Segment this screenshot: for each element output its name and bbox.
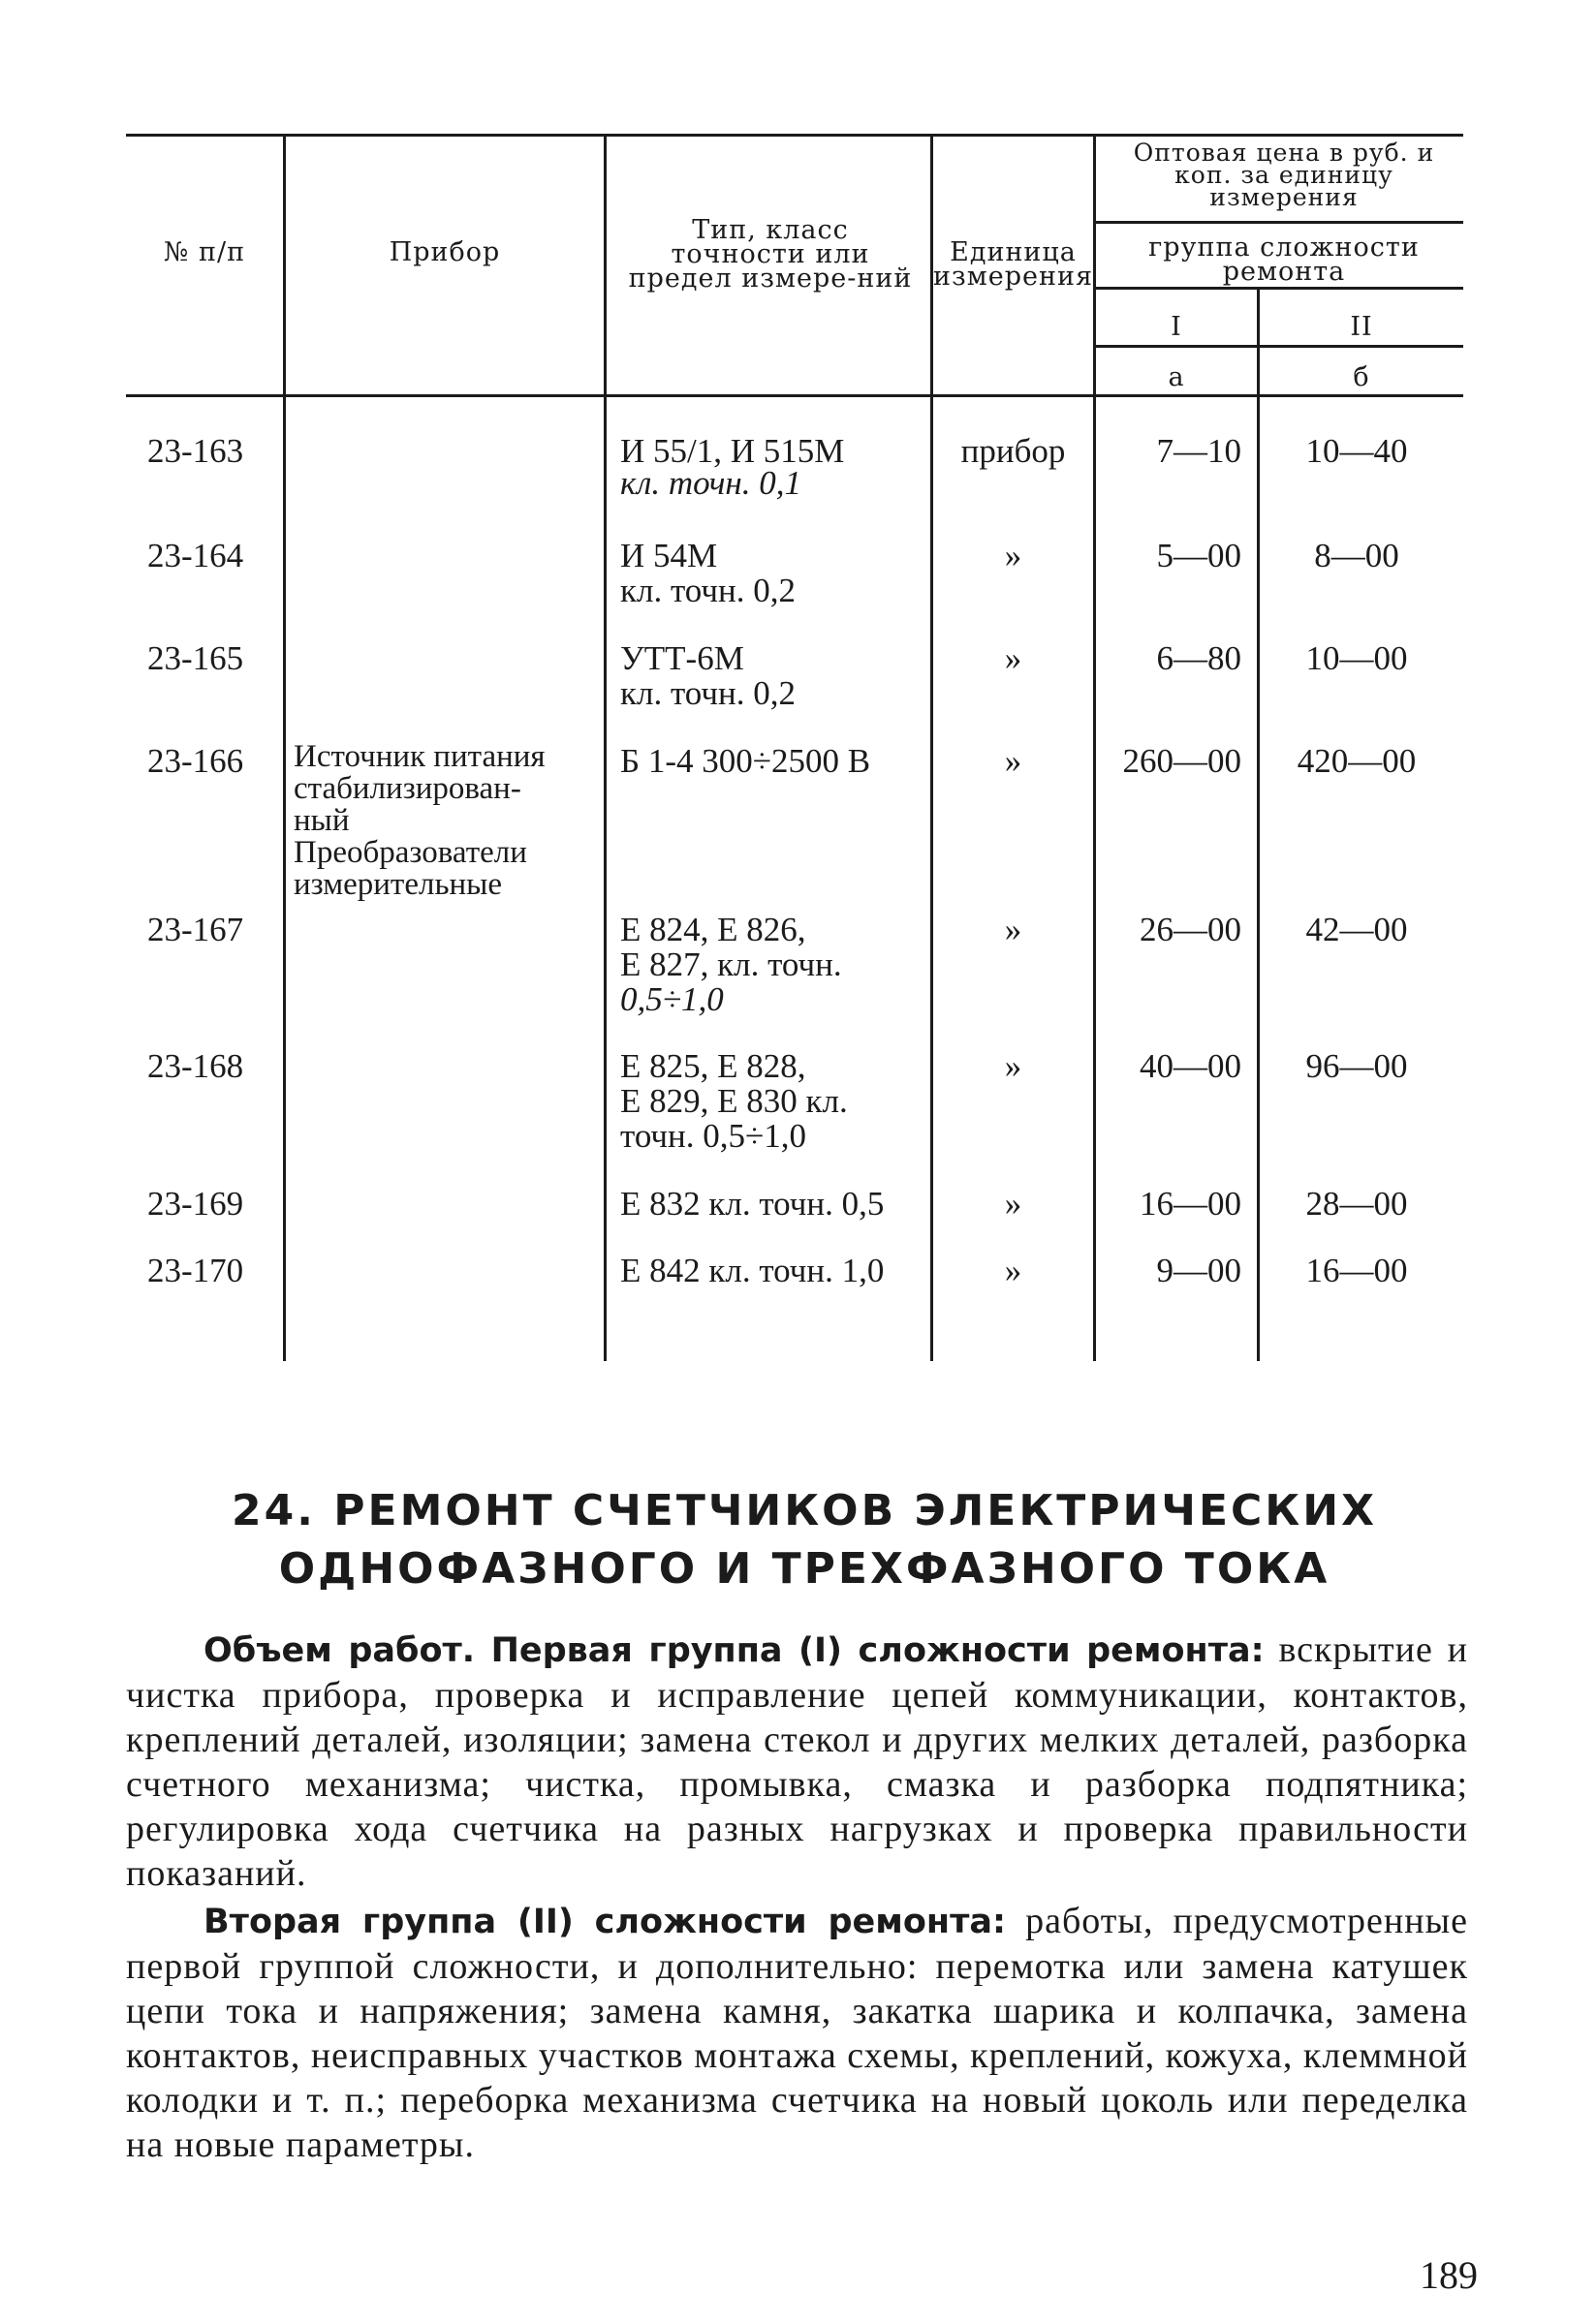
type-line-2: кл. точн. 0,2 xyxy=(620,572,796,609)
row-price-b: 28—00 xyxy=(1305,1185,1408,1223)
device-line-4: Преобразователи xyxy=(294,835,527,870)
header-rule-group xyxy=(1095,287,1463,290)
row-type xyxy=(620,1049,930,1154)
type-line-1: И 54М xyxy=(620,537,718,574)
section-title-line-2: ОДНОФАЗНОГО И ТРЕХФАЗНОГО ТОКА xyxy=(278,1544,1330,1594)
row-price-a: 260—00 xyxy=(1122,742,1241,780)
row-price-a: 26—00 xyxy=(1140,911,1241,948)
table-header-bottom-rule xyxy=(126,394,1463,397)
type-line-1: Б 1-4 300÷2500 В xyxy=(620,742,871,780)
row-num: 23-164 xyxy=(147,537,244,574)
type-line-1: Е 824, Е 826, xyxy=(620,911,806,948)
row-num: 23-163 xyxy=(147,432,244,470)
row-type xyxy=(620,1187,930,1222)
row-unit: » xyxy=(1004,1185,1022,1223)
row-num: 23-167 xyxy=(147,911,244,948)
row-price-b: 16—00 xyxy=(1305,1252,1408,1289)
device-line-3: ный xyxy=(294,803,350,838)
row-unit: » xyxy=(1004,639,1022,677)
header-unit: Единица измерения xyxy=(933,237,1093,292)
device-line-2: стабилизирован- xyxy=(294,771,521,806)
header-num: № п/п xyxy=(163,237,246,267)
row-unit: » xyxy=(1004,1252,1022,1289)
type-line-1: Е 832 кл. точн. 0,5 xyxy=(620,1185,885,1223)
paragraph-1 xyxy=(126,1627,1468,1896)
type-line-1: И 55/1, И 515М xyxy=(620,432,845,470)
col-divider-1 xyxy=(283,136,286,1361)
row-unit: прибор xyxy=(960,432,1066,470)
type-line-1: УТТ-6М xyxy=(620,639,744,677)
row-num: 23-168 xyxy=(147,1047,244,1085)
row-price-a: 5—00 xyxy=(1156,537,1241,574)
row-num: 23-170 xyxy=(147,1252,244,1289)
paragraph-2-text: работы, предусмотренные первой группой сложности, и дополнительно: перемотка или замена катушек цепи тока и напряжения; замена камня, закатка шарика и колпачка, замена контактов, неисправных участков монтажа схемы, креплений, кожуха, клеммной колодки и т. п.; переборка механизма счетчика на новый цоколь или переделка на новые параметры. xyxy=(126,1901,1468,2165)
header-rule-price xyxy=(1095,221,1463,224)
type-line-1: Е 825, Е 828, xyxy=(620,1047,806,1085)
header-group-2: II xyxy=(1350,312,1373,342)
type-line-2: Е 827, кл. точн. xyxy=(620,945,842,983)
type-line-2: Е 829, Е 830 кл. xyxy=(620,1082,848,1120)
header-type: Тип, класс точности или предел измере-ний xyxy=(628,215,913,294)
type-line-2: кл. точн. 0,1 xyxy=(620,464,802,502)
header-col-a: а xyxy=(1168,362,1185,392)
device-line-5: измерительные xyxy=(294,867,502,902)
section-title xyxy=(155,1482,1454,1598)
header-device: Прибор xyxy=(389,237,501,267)
header-group-1: I xyxy=(1171,312,1182,342)
device-group xyxy=(294,741,604,901)
row-unit: » xyxy=(1004,742,1022,780)
type-line-2: кл. точн. 0,2 xyxy=(620,674,796,712)
device-line-1: Источник питания xyxy=(294,739,546,774)
row-price-a: 40—00 xyxy=(1140,1047,1241,1085)
header-price: Оптовая цена в руб. и коп. за единицу измерения xyxy=(1133,139,1435,211)
row-price-a: 9—00 xyxy=(1156,1252,1241,1289)
type-line-3: 0,5÷1,0 xyxy=(620,980,724,1018)
header-rule-roman xyxy=(1095,345,1463,348)
row-num: 23-169 xyxy=(147,1185,244,1223)
row-price-a: 7—10 xyxy=(1156,432,1241,470)
row-type xyxy=(620,1254,930,1288)
row-price-b: 42—00 xyxy=(1305,911,1408,948)
row-unit: » xyxy=(1004,911,1022,948)
col-divider-2 xyxy=(604,136,607,1361)
row-price-a: 6—80 xyxy=(1156,639,1241,677)
row-type xyxy=(620,641,930,711)
page-number: 189 xyxy=(1420,2253,1478,2297)
row-price-b: 10—00 xyxy=(1305,639,1408,677)
paragraph-1-lead: Объем работ. Первая группа (I) сложности ремонта: xyxy=(203,1631,1265,1670)
table-top-rule xyxy=(126,134,1463,137)
row-price-a: 16—00 xyxy=(1140,1185,1241,1223)
header-col-b: б xyxy=(1353,362,1370,392)
row-type xyxy=(620,913,930,1017)
row-num: 23-166 xyxy=(147,742,244,780)
paragraph-2 xyxy=(126,1899,1468,2167)
paragraph-2-lead: Вторая группа (II) сложности ремонта: xyxy=(203,1903,1007,1941)
section-title-line-1: 24. РЕМОНТ СЧЕТЧИКОВ ЭЛЕКТРИЧЕСКИХ xyxy=(232,1486,1377,1535)
row-unit: » xyxy=(1004,537,1022,574)
row-num: 23-165 xyxy=(147,639,244,677)
row-type xyxy=(620,432,930,502)
type-line-1: Е 842 кл. точн. 1,0 xyxy=(620,1252,885,1289)
row-price-b: 420—00 xyxy=(1297,742,1417,780)
paragraph-1-text: вскрытие и чистка прибора, проверка и исправление цепей коммуникации, контактов, креплений деталей, изоляции; замена стекол и других мелких деталей, разборка счетного механизма; чистка, промывка, смазка и разборка подпятника; регулировка хода счетчика на разных нагрузках и проверка правильности показаний. xyxy=(126,1629,1468,1894)
row-price-b: 8—00 xyxy=(1314,537,1399,574)
type-line-3: точн. 0,5÷1,0 xyxy=(620,1117,806,1155)
row-unit: » xyxy=(1004,1047,1022,1085)
row-type xyxy=(620,744,930,779)
row-price-b: 96—00 xyxy=(1305,1047,1408,1085)
header-group: группа сложности ремонта xyxy=(1148,232,1420,287)
row-price-b: 10—40 xyxy=(1305,432,1408,470)
row-type xyxy=(620,539,930,608)
